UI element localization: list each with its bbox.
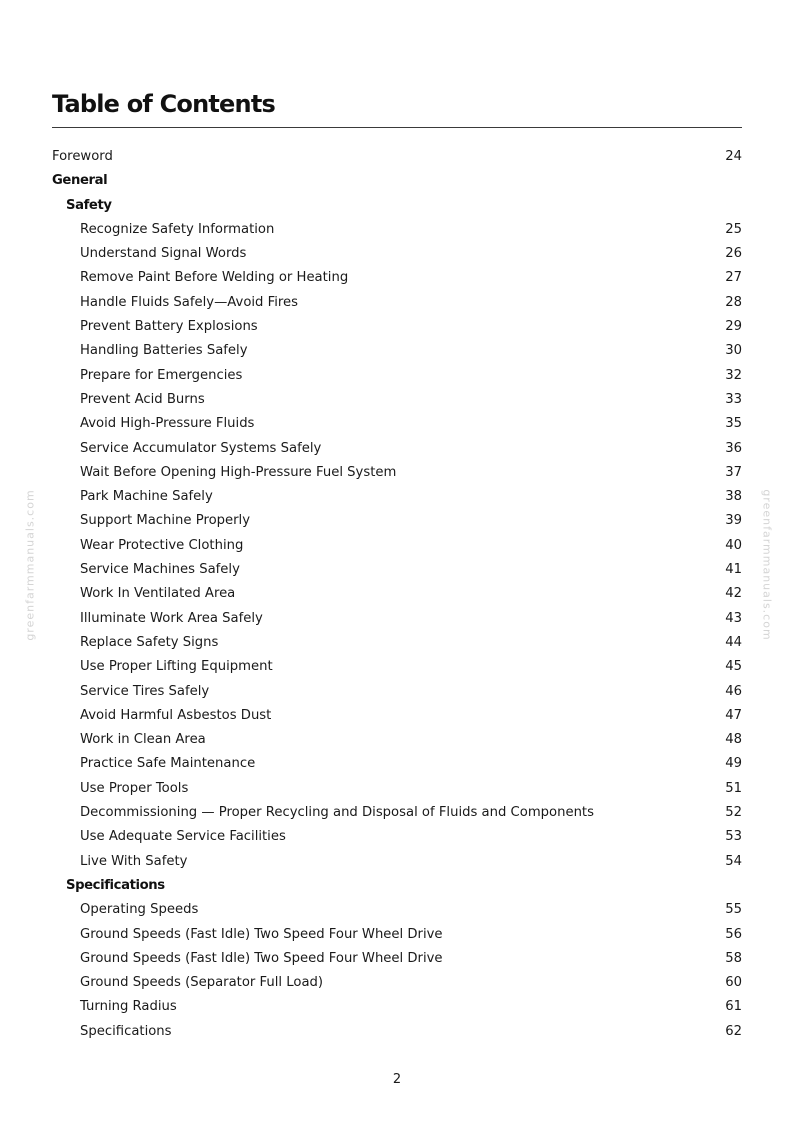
toc-entry[interactable] bbox=[52, 339, 742, 363]
toc-entry-title: Wear Protective Clothing bbox=[80, 537, 244, 553]
toc-entry-title: Ground Speeds (Fast Idle) Two Speed Four Wheel Drive bbox=[80, 950, 443, 966]
toc-entry[interactable] bbox=[52, 801, 742, 825]
toc-entry-title: Replace Safety Signs bbox=[80, 634, 219, 650]
toc-entry-page: 41 bbox=[725, 562, 742, 578]
toc-entry-page: 48 bbox=[725, 732, 742, 748]
toc-entry[interactable] bbox=[52, 218, 742, 242]
toc-entry-page: 52 bbox=[725, 805, 742, 821]
toc-entry-page: 42 bbox=[725, 586, 742, 602]
toc-entry[interactable] bbox=[52, 607, 742, 631]
toc-entry-title: Work in Clean Area bbox=[80, 732, 206, 748]
toc-entry-title: Practice Safe Maintenance bbox=[80, 756, 256, 772]
toc-entry-page: 43 bbox=[725, 610, 742, 626]
toc-entry-title: Prevent Battery Explosions bbox=[80, 319, 258, 335]
toc-entry-title: Support Machine Properly bbox=[80, 513, 251, 529]
toc-entry-title: Use Proper Tools bbox=[80, 780, 189, 796]
toc-entry[interactable] bbox=[52, 680, 742, 704]
toc-entry-title: Use Proper Lifting Equipment bbox=[80, 659, 273, 675]
toc-entry[interactable] bbox=[52, 145, 742, 169]
toc-entry-page: 61 bbox=[725, 999, 742, 1015]
toc-entry[interactable] bbox=[52, 704, 742, 728]
toc-entry-page: 33 bbox=[725, 391, 742, 407]
toc-entry-title: Ground Speeds (Fast Idle) Two Speed Four Wheel Drive bbox=[80, 926, 443, 942]
toc-entry[interactable] bbox=[52, 315, 742, 339]
toc-entry-title: Park Machine Safely bbox=[80, 489, 213, 505]
toc-entry[interactable] bbox=[52, 995, 742, 1019]
toc-entry[interactable] bbox=[52, 291, 742, 315]
toc-entry[interactable] bbox=[52, 631, 742, 655]
toc-entry-title: Remove Paint Before Welding or Heating bbox=[80, 270, 349, 286]
toc-list bbox=[52, 145, 742, 1044]
watermark-left: greenfarmmanuals.com bbox=[23, 489, 37, 641]
toc-entry-title: Understand Signal Words bbox=[80, 246, 247, 262]
toc-entry-title: Foreword bbox=[52, 149, 113, 164]
toc-entry-title: Prepare for Emergencies bbox=[80, 367, 243, 383]
toc-entry[interactable] bbox=[52, 558, 742, 582]
toc-entry-page: 37 bbox=[725, 464, 742, 480]
toc-entry[interactable] bbox=[52, 923, 742, 947]
toc-entry[interactable] bbox=[52, 412, 742, 436]
toc-entry-title: Illuminate Work Area Safely bbox=[80, 610, 263, 626]
toc-entry-title: Decommissioning — Proper Recycling and Disposal of Fluids and Components bbox=[80, 805, 594, 821]
toc-entry-page: 30 bbox=[725, 343, 742, 359]
toc-entry-page: 56 bbox=[725, 926, 742, 942]
toc-entry-title: Avoid High-Pressure Fluids bbox=[80, 416, 255, 432]
toc-section-heading bbox=[52, 874, 742, 898]
toc-entry[interactable] bbox=[52, 509, 742, 533]
toc-entry-page: 53 bbox=[725, 829, 742, 845]
toc-entry-title: Prevent Acid Burns bbox=[80, 391, 205, 407]
toc-entry-page: 39 bbox=[725, 513, 742, 529]
toc-entry[interactable] bbox=[52, 437, 742, 461]
toc-entry-page: 35 bbox=[725, 416, 742, 432]
toc-entry-page: 26 bbox=[725, 246, 742, 262]
toc-entry[interactable] bbox=[52, 898, 742, 922]
toc-section-heading bbox=[52, 169, 742, 193]
toc-entry-page: 32 bbox=[725, 367, 742, 383]
toc-entry[interactable] bbox=[52, 777, 742, 801]
toc-entry[interactable] bbox=[52, 971, 742, 995]
toc-entry-page: 44 bbox=[725, 634, 742, 650]
toc-entry-title: Specifications bbox=[66, 877, 165, 893]
toc-entry[interactable] bbox=[52, 752, 742, 776]
toc-entry[interactable] bbox=[52, 388, 742, 412]
toc-entry[interactable] bbox=[52, 364, 742, 388]
toc-entry-page: 47 bbox=[725, 707, 742, 723]
toc-entry-page: 29 bbox=[725, 319, 742, 335]
toc-entry[interactable] bbox=[52, 850, 742, 874]
toc-entry-page: 36 bbox=[725, 440, 742, 456]
toc-entry[interactable] bbox=[52, 655, 742, 679]
toc-entry-title: Handling Batteries Safely bbox=[80, 343, 248, 359]
toc-entry-title: Ground Speeds (Separator Full Load) bbox=[80, 975, 324, 991]
toc-entry-page: 58 bbox=[725, 950, 742, 966]
toc-entry[interactable] bbox=[52, 728, 742, 752]
toc-entry[interactable] bbox=[52, 266, 742, 290]
toc-entry-title: Wait Before Opening High-Pressure Fuel System bbox=[80, 464, 397, 480]
toc-entry-page: 54 bbox=[725, 853, 742, 869]
toc-entry[interactable] bbox=[52, 582, 742, 606]
page-title: Table of Contents bbox=[52, 90, 275, 118]
toc-entry-page: 24 bbox=[725, 149, 742, 164]
toc-entry-title: Safety bbox=[66, 197, 112, 213]
toc-entry-title: General bbox=[52, 173, 108, 189]
toc-entry-title: Avoid Harmful Asbestos Dust bbox=[80, 707, 272, 723]
page-number: 2 bbox=[392, 1072, 402, 1087]
toc-entry-title: Work In Ventilated Area bbox=[80, 586, 236, 602]
toc-entry-page: 55 bbox=[725, 902, 742, 918]
toc-entry[interactable] bbox=[52, 947, 742, 971]
toc-section-heading bbox=[52, 194, 742, 218]
toc-entry-page: 62 bbox=[725, 1023, 742, 1039]
toc-entry-title: Specifications bbox=[80, 1023, 172, 1039]
toc-entry-title: Service Tires Safely bbox=[80, 683, 210, 699]
toc-entry-page: 27 bbox=[725, 270, 742, 286]
toc-entry-title: Operating Speeds bbox=[80, 902, 199, 918]
title-divider bbox=[52, 127, 742, 128]
toc-entry-title: Service Accumulator Systems Safely bbox=[80, 440, 322, 456]
toc-entry-title: Use Adequate Service Facilities bbox=[80, 829, 286, 845]
toc-entry-page: 28 bbox=[725, 294, 742, 310]
toc-entry[interactable] bbox=[52, 461, 742, 485]
toc-entry-page: 60 bbox=[725, 975, 742, 991]
toc-entry-title: Recognize Safety Information bbox=[80, 221, 275, 237]
toc-entry-title: Turning Radius bbox=[80, 999, 177, 1015]
toc-entry[interactable] bbox=[52, 485, 742, 509]
toc-entry[interactable] bbox=[52, 242, 742, 266]
toc-entry-page: 40 bbox=[725, 537, 742, 553]
toc-entry-page: 38 bbox=[725, 489, 742, 505]
toc-entry-page: 49 bbox=[725, 756, 742, 772]
toc-entry[interactable] bbox=[52, 534, 742, 558]
toc-entry[interactable] bbox=[52, 825, 742, 849]
toc-entry-page: 51 bbox=[725, 780, 742, 796]
toc-entry-page: 45 bbox=[725, 659, 742, 675]
toc-entry-title: Handle Fluids Safely—Avoid Fires bbox=[80, 294, 299, 310]
toc-entry[interactable] bbox=[52, 1020, 742, 1044]
watermark-right: greenfarmmanuals.com bbox=[760, 489, 774, 641]
toc-entry-title: Service Machines Safely bbox=[80, 562, 240, 578]
toc-entry-page: 25 bbox=[725, 221, 742, 237]
toc-entry-page: 46 bbox=[725, 683, 742, 699]
toc-entry-title: Live With Safety bbox=[80, 853, 188, 869]
